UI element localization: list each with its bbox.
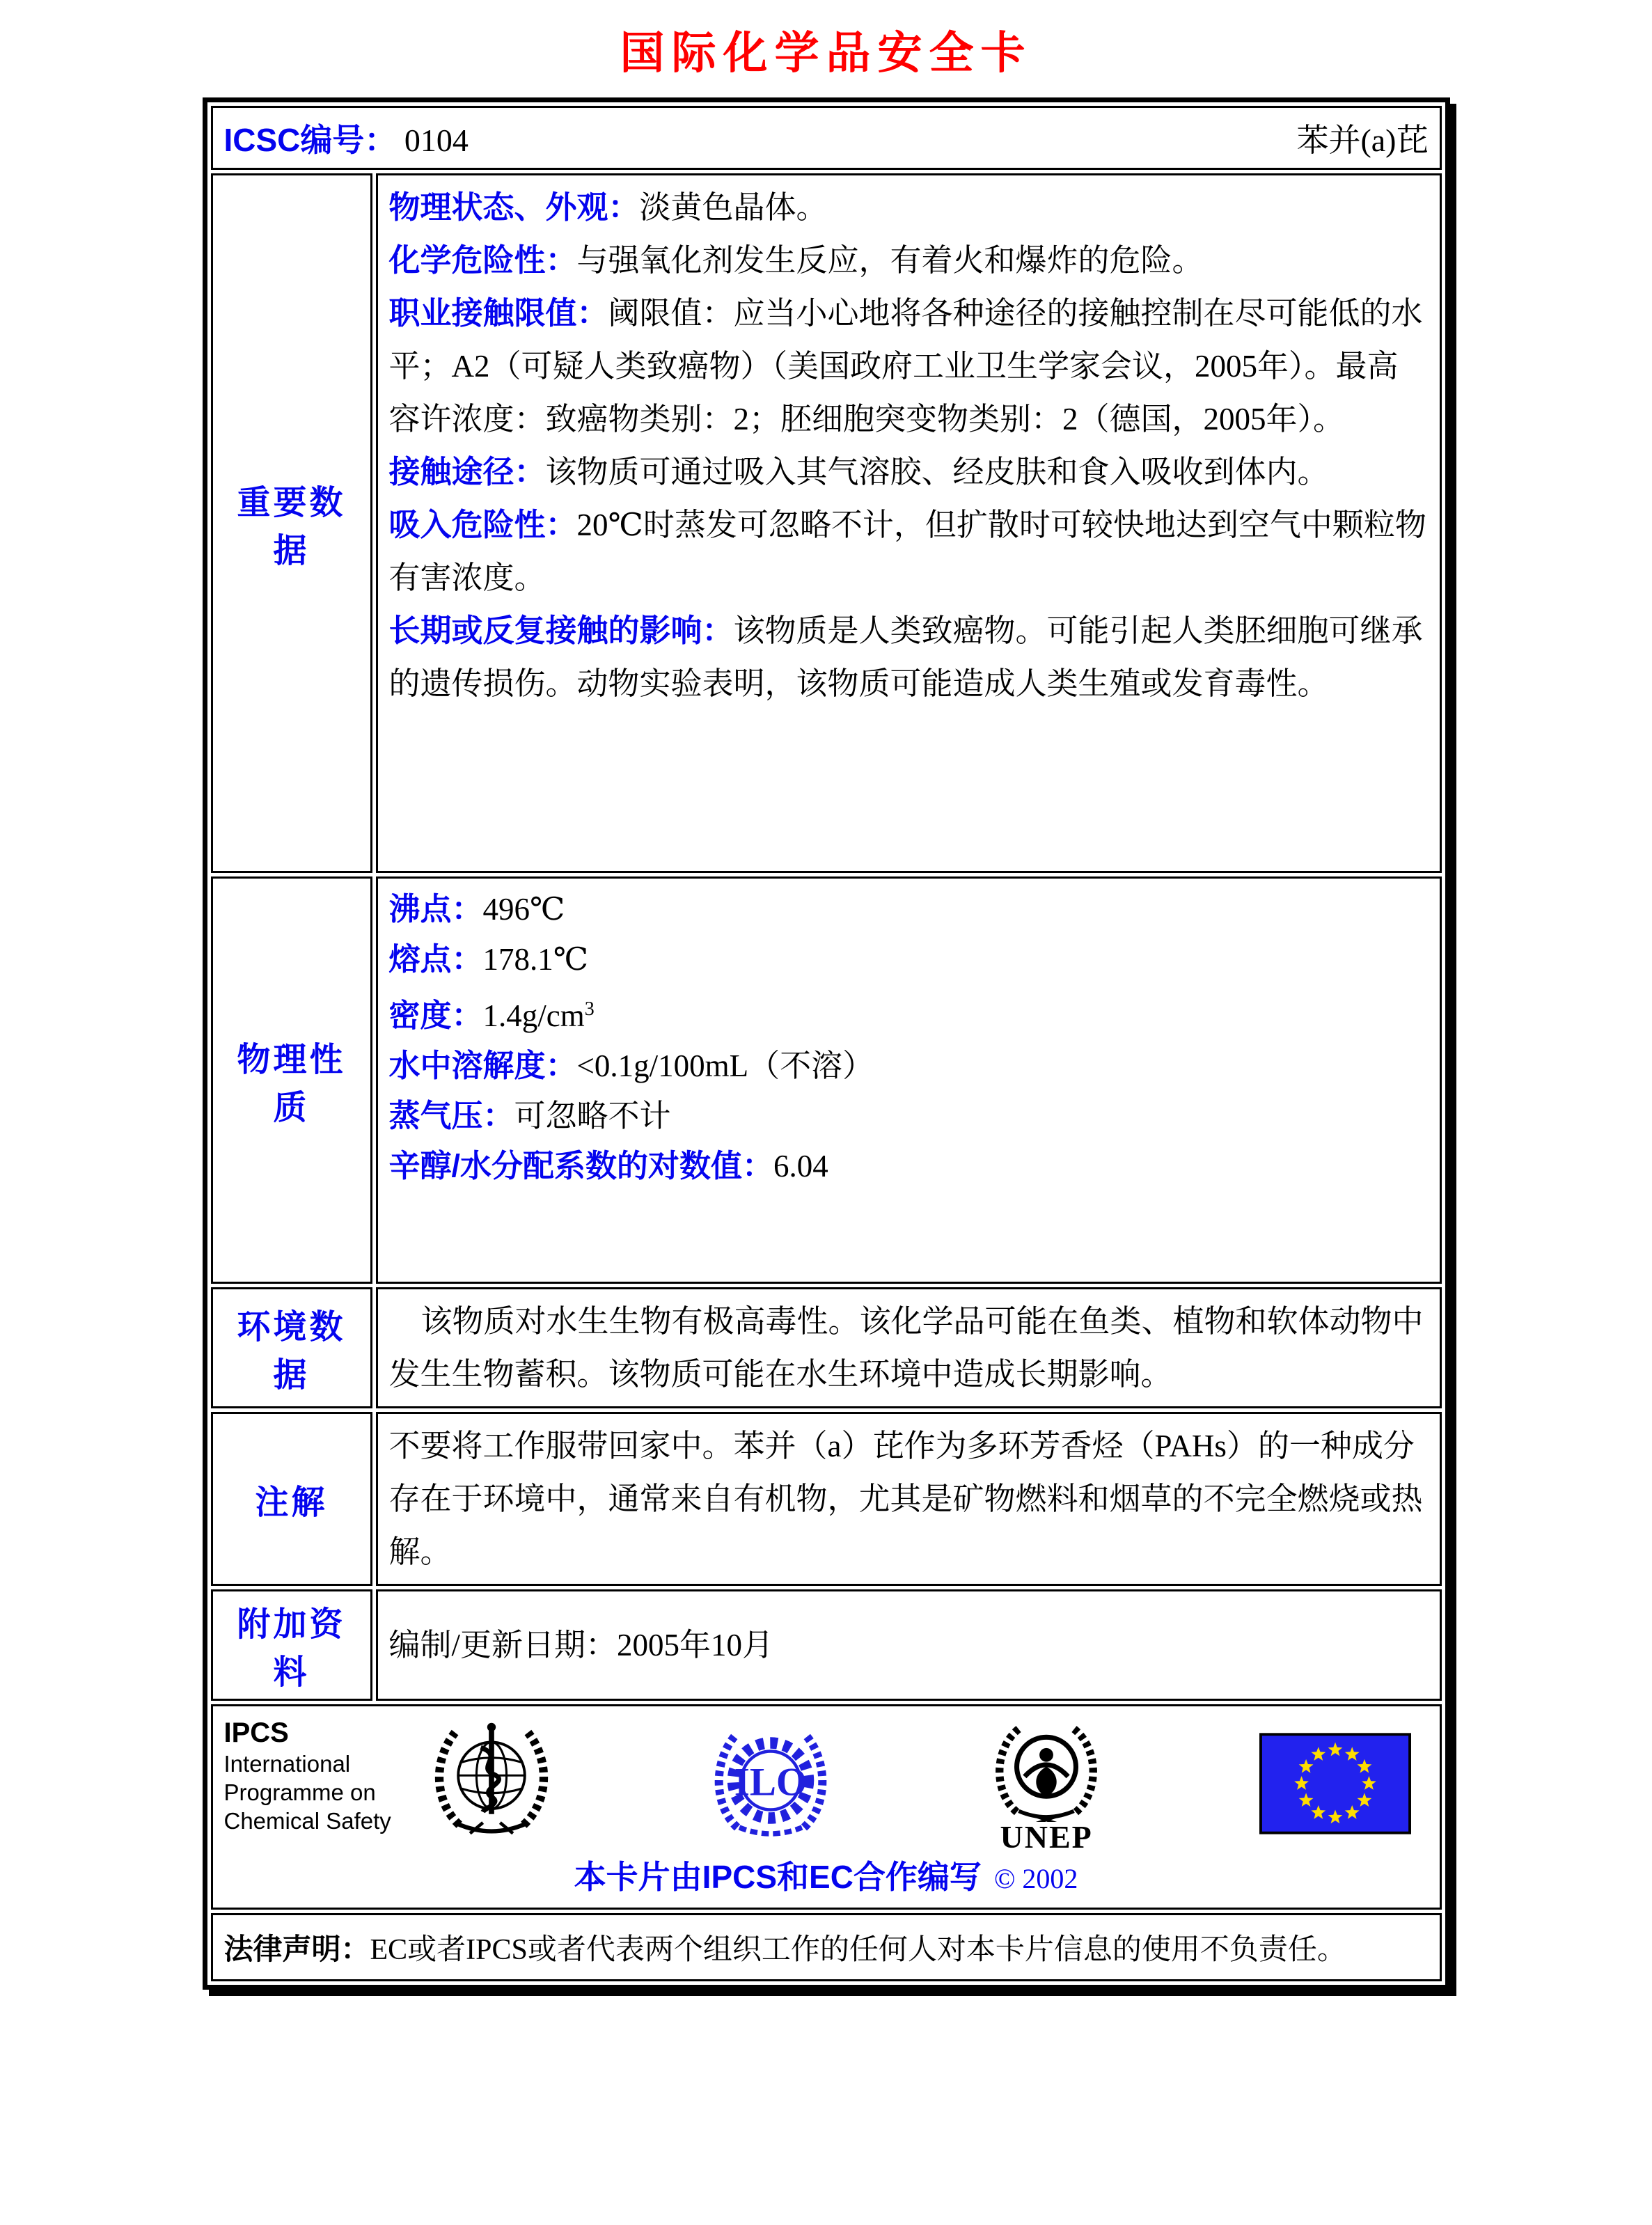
important-item (389, 446, 1429, 498)
important-item-text: 与强氧化剂发生反应，有着火和爆炸的危险。 (576, 243, 1204, 278)
legal-text: EC或者IPCS或者代表两个组织工作的任何人对本卡片信息的使用不负责任。 (370, 1934, 1346, 1966)
logos-cell (211, 1704, 1442, 1910)
important-data-content (376, 173, 1442, 873)
important-item-label: 化学危险性： (388, 242, 577, 278)
legal-label: 法律声明： (223, 1933, 370, 1965)
important-item-text: 该物质可通过吸入其气溶胶、经皮肤和食入吸收到体内。 (545, 455, 1329, 489)
icsc-number-group (224, 115, 469, 161)
additional-info-text: 编制/更新日期：2005年10月 (388, 1628, 774, 1662)
physical-item-value: 178.1℃ (482, 942, 589, 977)
physical-item (389, 1091, 1429, 1141)
important-item-label: 物理状态、外观： (388, 189, 640, 225)
icsc-number-value: 0104 (404, 123, 469, 158)
safety-card-table (203, 97, 1450, 1990)
environmental-data-text: 该物质对水生生物有极高毒性。该化学品可能在鱼类、植物和软体动物中发生生物蓄积。该物质可能在水生环境中造成长期影响。 (388, 1304, 1424, 1392)
physical-item-value: 6.04 (773, 1149, 828, 1184)
notes-row-label: 注解 (211, 1412, 372, 1586)
important-item (389, 604, 1429, 710)
environmental-data-content (376, 1287, 1442, 1408)
ipcs-line: Programme on (223, 1779, 376, 1805)
physical-properties-content (376, 876, 1442, 1284)
important-item-text: 20℃时蒸发可忽略不计，但扩散时可较快地达到空气中颗粒物有害浓度。 (388, 508, 1426, 595)
important-item-label: 吸入危险性： (388, 507, 577, 542)
additional-info-row (211, 1589, 1442, 1701)
important-data-row (211, 173, 1442, 873)
important-item-label: 长期或反复接触的影响： (388, 613, 734, 648)
who-logo-icon (422, 1717, 561, 1850)
physical-item-value: 可忽略不计 (514, 1099, 671, 1133)
physical-item-value: 1.4g/cm (482, 998, 585, 1033)
ipcs-acronym: IPCS (223, 1717, 289, 1748)
copyright-text: © 2002 (993, 1863, 1078, 1894)
physical-item-value: <0.1g/100mL（不溶） (576, 1048, 874, 1083)
important-item-text: 淡黄色晶体。 (639, 190, 828, 225)
header-cell (211, 106, 1442, 170)
additional-info-content (376, 1589, 1442, 1701)
notes-content (376, 1412, 1442, 1586)
ipcs-text-block (224, 1716, 391, 1835)
important-item-label: 职业接触限值： (388, 295, 608, 331)
icsc-card-page (203, 0, 1450, 1990)
page-title: 国际化学品安全卡 (620, 28, 1032, 78)
physical-item (389, 1141, 1429, 1191)
physical-item-label: 辛醇/水分配系数的对数值： (388, 1148, 774, 1184)
important-item-text: 阈限值：应当小心地将各种途径的接触控制在尽可能低的水平；A2（可疑人类致癌物）（美国政府工业卫生学家会议，2005年）。最高容许浓度：致癌物类别：2；胚细胞突变物类别：2（德国，2005年）。 (388, 296, 1423, 437)
physical-item (389, 1041, 1429, 1091)
physical-item-label: 密度： (388, 998, 483, 1033)
important-item (389, 181, 1429, 234)
unep-logo-icon (980, 1717, 1112, 1853)
unep-caption: UNEP (1000, 1819, 1093, 1855)
physical-item (389, 884, 1429, 934)
physical-item-superscript: 3 (584, 998, 595, 1020)
notes-text: 不要将工作服带回家中。苯并（a）芘作为多环芳香烃（PAHs）的一种成分存在于环境中，通常来自有机物，尤其是矿物燃料和烟草的不完全燃烧或热解。 (388, 1429, 1423, 1569)
additional-info-row-label: 附加资料 (211, 1589, 372, 1701)
ipcs-line: International (223, 1751, 351, 1777)
ilo-logo-icon (708, 1717, 833, 1853)
logos-row (211, 1704, 1442, 1910)
physical-item (389, 934, 1429, 984)
notes-row (211, 1412, 1442, 1586)
environmental-data-row-label: 环境数据 (211, 1287, 372, 1408)
important-item-text: 该物质是人类致癌物。可能引起人类胚细胞可继承的遗传损伤。动物实验表明，该物质可能造成人类生殖或发育毒性。 (388, 613, 1423, 701)
physical-item-value: 496℃ (482, 892, 565, 927)
physical-item-label: 沸点： (388, 891, 483, 927)
chemical-name: 苯并(a)芘 (1296, 123, 1429, 158)
legal-cell (211, 1913, 1442, 1981)
credit-line (213, 1852, 1440, 1898)
physical-item (389, 984, 1429, 1041)
important-item (389, 234, 1429, 287)
legal-row (211, 1913, 1442, 1981)
icsc-number-label: ICSC编号： (223, 122, 397, 158)
eu-flag-icon (1259, 1717, 1411, 1838)
environmental-data-row (211, 1287, 1442, 1408)
physical-item-label: 水中溶解度： (388, 1048, 577, 1083)
important-data-row-label: 重要数据 (211, 173, 372, 873)
important-item (389, 498, 1429, 604)
credit-text: 本卡片由IPCS和EC合作编写 (574, 1859, 982, 1895)
physical-properties-row (211, 876, 1442, 1284)
ipcs-line: Chemical Safety (223, 1808, 391, 1834)
physical-item-label: 蒸气压： (388, 1098, 514, 1133)
physical-properties-row-label: 物理性质 (211, 876, 372, 1284)
physical-item-label: 熔点： (388, 941, 483, 977)
important-item-label: 接触途径： (388, 454, 546, 489)
header-row (211, 106, 1442, 170)
logo-strip (422, 1717, 1412, 1853)
ilo-letters: ILO (734, 1760, 808, 1805)
important-item (389, 287, 1429, 446)
